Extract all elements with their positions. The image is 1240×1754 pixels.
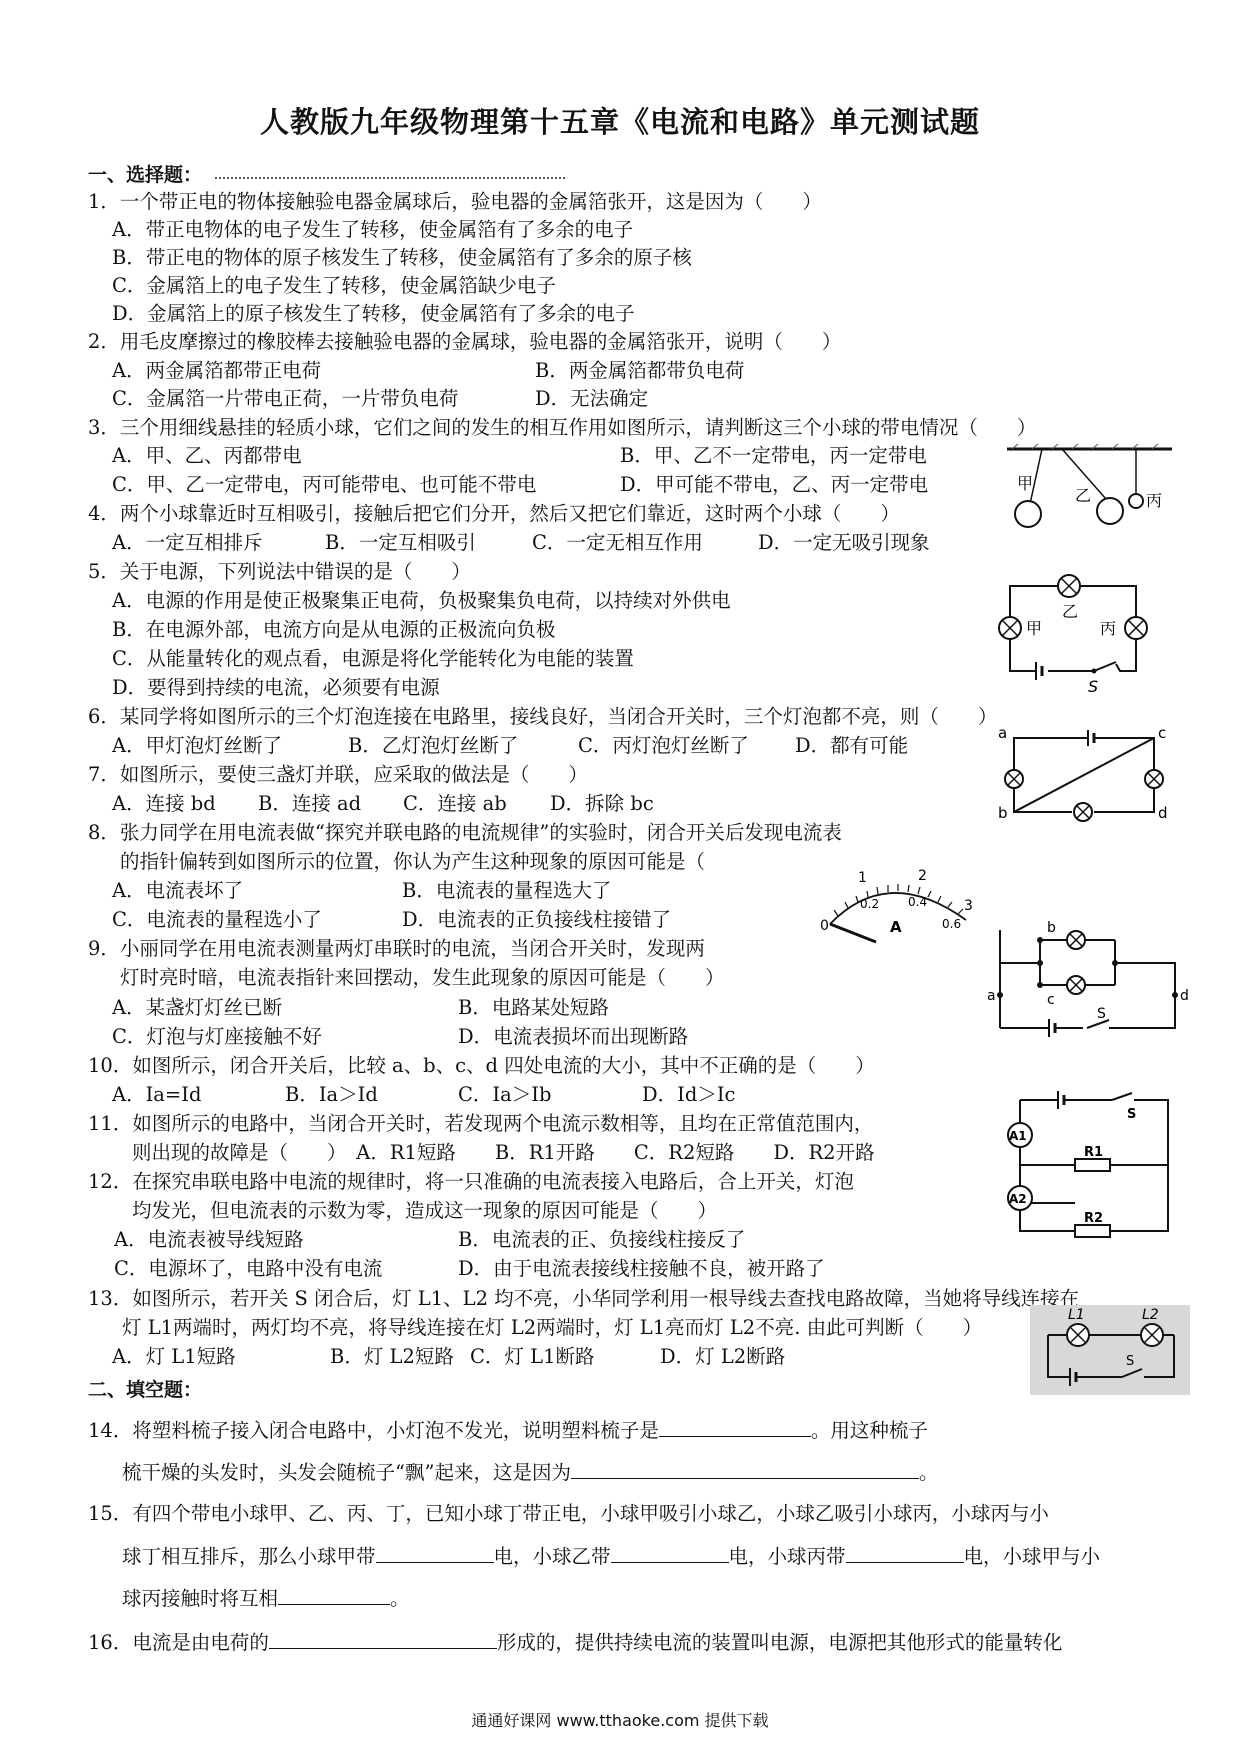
question-8-option-c: C．电流表的量程选小了 bbox=[112, 908, 322, 931]
question-4-option-a: A．一定互相排斥 bbox=[112, 531, 263, 554]
figure-abcd-circuit bbox=[996, 724, 1171, 822]
question-4-option-d: D．一定无吸引现象 bbox=[758, 531, 930, 554]
question-15-text-f: 球丙接触时将互相 bbox=[122, 1587, 279, 1610]
question-7-option-c: C．连接 ab bbox=[403, 792, 507, 815]
label-switch-s: S bbox=[1127, 1107, 1137, 1122]
question-1-option-a: A．带正电物体的电子发生了转移，使金属箔有了多余的电子 bbox=[112, 218, 634, 241]
question-15-text-d: 电，小球丙带 bbox=[728, 1545, 846, 1568]
tick-3: 3 bbox=[964, 898, 973, 914]
question-13-stem-line2: 灯 L1两端时，两灯均不亮，将导线连接在灯 L2两端时，灯 L1亮而灯 L2不亮. 由此可判断（ ） bbox=[122, 1316, 983, 1339]
question-3-option-d: D．甲可能不带电，乙、丙一定带电 bbox=[620, 473, 929, 496]
tick-0-4: 0.4 bbox=[908, 895, 928, 909]
tick-0: 0 bbox=[820, 918, 829, 934]
question-14-text-a: 14．将塑料梳子接入闭合电路中，小灯泡不发光，说明塑料梳子是 bbox=[88, 1419, 659, 1442]
label-c: c bbox=[1047, 992, 1055, 1008]
label-jia: 甲 bbox=[1026, 619, 1043, 638]
question-12-option-d: D．由于电流表接线柱接触不良，被开路了 bbox=[458, 1257, 825, 1280]
question-2-option-c: C．金属箔一片带电正荷，一片带负电荷 bbox=[112, 387, 459, 410]
question-5-option-c: C．从能量转化的观点看，电源是将化学能转化为电能的装置 bbox=[112, 647, 634, 670]
dotted-rule bbox=[215, 177, 565, 179]
question-15-text-g: 。 bbox=[390, 1587, 410, 1610]
label-switch-s: S bbox=[1088, 677, 1099, 696]
question-8-option-d: D．电流表的正负接线柱接错了 bbox=[402, 908, 672, 931]
question-5-stem: 5．关于电源，下列说法中错误的是（ ） bbox=[88, 560, 471, 583]
label-yi: 乙 bbox=[1062, 602, 1079, 621]
question-10-stem: 10．如图所示，闭合开关后，比较 a、b、c、d 四处电流的大小，其中不正确的是（ ） bbox=[88, 1054, 875, 1077]
label-a: a bbox=[998, 724, 1008, 742]
question-7-stem: 7．如图所示，要使三盏灯并联，应采取的做法是（ ） bbox=[88, 763, 588, 786]
question-6-option-c: C．丙灯泡灯丝断了 bbox=[578, 734, 749, 757]
tick-2: 2 bbox=[918, 868, 927, 884]
question-9-option-c: C．灯泡与灯座接触不好 bbox=[112, 1025, 322, 1048]
question-10-option-c: C．Ia＞Ib bbox=[458, 1083, 552, 1106]
question-15-line2 bbox=[122, 1542, 1100, 1570]
figure-series-l1-l2 bbox=[1030, 1305, 1190, 1395]
question-4-option-b: B．一定互相吸引 bbox=[325, 531, 476, 554]
question-3-option-a: A．甲、乙、丙都带电 bbox=[112, 444, 302, 467]
question-16-text-b: 形成的，提供持续电流的装置叫电源，电源把其他形式的能量转化 bbox=[496, 1631, 1063, 1654]
figure-three-lamp-circuit bbox=[996, 576, 1156, 696]
question-13-option-b: B．灯 L2短路 bbox=[330, 1345, 454, 1368]
footer-source: 通通好课网 www.tthaoke.com 提供下载 bbox=[471, 1711, 769, 1730]
question-10-option-d: D．Id＞Ic bbox=[642, 1083, 736, 1106]
question-14-text-c: 梳干燥的头发时，头发会随梳子“飘”起来，这是因为 bbox=[122, 1461, 571, 1484]
question-9-option-a: A．某盏灯灯丝已断 bbox=[112, 996, 283, 1019]
question-1-option-d: D．金属箔上的原子核发生了转移，使金属箔有了多余的电子 bbox=[112, 302, 635, 325]
question-13-option-d: D．灯 L2断路 bbox=[660, 1345, 786, 1368]
question-7-option-a: A．连接 bd bbox=[112, 792, 216, 815]
label-a2: A2 bbox=[1009, 1192, 1027, 1206]
label-bing: 丙 bbox=[1146, 491, 1163, 510]
question-8-stem-line2: 的指针偏转到如图所示的位置，你认为产生这种现象的原因可能是（ bbox=[120, 850, 706, 873]
question-8-stem: 8．张力同学在用电流表做“探究并联电路的电流规律”的实验时，闭合开关后发现电流表 bbox=[88, 821, 842, 844]
figure-parallel-circuit bbox=[985, 920, 1190, 1040]
question-14-line2 bbox=[122, 1458, 938, 1486]
label-c: c bbox=[1158, 724, 1167, 742]
question-12-stem-line2: 均发光，但电流表的示数为零，造成这一现象的原因可能是（ ） bbox=[132, 1199, 718, 1222]
label-yi: 乙 bbox=[1075, 486, 1092, 505]
question-8-option-b: B．电流表的量程选大了 bbox=[402, 879, 612, 902]
answer-blank-16a[interactable] bbox=[269, 1628, 497, 1649]
question-14-line1 bbox=[88, 1416, 928, 1444]
tick-0-6: 0.6 bbox=[942, 917, 962, 931]
question-12-option-a: A．电流表被导线短路 bbox=[114, 1228, 304, 1251]
question-5-option-b: B．在电源外部，电流方向是从电源的正极流向负极 bbox=[112, 618, 556, 641]
question-7-option-d: D．拆除 bc bbox=[550, 792, 654, 815]
unit-a: A bbox=[890, 918, 902, 936]
question-6-option-d: D．都有可能 bbox=[795, 734, 909, 757]
question-3-option-c: C．甲、乙一定带电，丙可能带电、也可能不带电 bbox=[112, 473, 537, 496]
question-6-option-b: B．乙灯泡灯丝断了 bbox=[348, 734, 519, 757]
label-a: a bbox=[987, 988, 996, 1004]
question-13-option-c: C．灯 L1断路 bbox=[470, 1345, 595, 1368]
question-2-option-a: A．两金属箔都带正电荷 bbox=[112, 359, 322, 382]
label-r1: R1 bbox=[1084, 1145, 1104, 1160]
tick-1: 1 bbox=[858, 870, 867, 886]
question-4-option-c: C．一定无相互作用 bbox=[532, 531, 703, 554]
page-title: 人教版九年级物理第十五章《电流和电路》单元测试题 bbox=[259, 105, 980, 139]
question-3-option-b: B．甲、乙不一定带电，丙一定带电 bbox=[620, 444, 927, 467]
answer-blank-14b[interactable] bbox=[571, 1458, 919, 1479]
label-d: d bbox=[1158, 804, 1168, 822]
label-a1: A1 bbox=[1009, 1129, 1027, 1143]
question-5-option-a: A．电源的作用是使正极聚集正电荷，负极聚集负电荷，以持续对外供电 bbox=[112, 589, 731, 612]
label-switch-s: S bbox=[1097, 1006, 1106, 1022]
label-r2: R2 bbox=[1084, 1211, 1104, 1226]
label-switch-s: S bbox=[1126, 1354, 1135, 1369]
question-9-option-d: D．电流表损坏而出现断路 bbox=[458, 1025, 689, 1048]
question-8-option-a: A．电流表坏了 bbox=[112, 879, 244, 902]
label-d: d bbox=[1180, 988, 1189, 1004]
question-2-option-d: D．无法确定 bbox=[535, 387, 649, 410]
question-1-stem: 1．一个带正电的物体接触验电器金属球后，验电器的金属箔张开，这是因为（ ） bbox=[88, 190, 822, 213]
question-15-text-c: 电，小球乙带 bbox=[493, 1545, 611, 1568]
question-12-option-c: C．电源坏了，电路中没有电流 bbox=[114, 1257, 383, 1280]
label-jia: 甲 bbox=[1017, 474, 1034, 493]
question-4-stem: 4．两个小球靠近时互相吸引，接触后把它们分开，然后又把它们靠近，这时两个小球（ ） bbox=[88, 502, 900, 525]
figure-ammeter-dial bbox=[808, 862, 978, 957]
question-14-text-b: 。用这种梳子 bbox=[810, 1419, 928, 1442]
question-12-option-b: B．电流表的正、负接线柱接反了 bbox=[458, 1228, 746, 1251]
section-heading-fill: 二、填空题： bbox=[88, 1379, 203, 1401]
answer-blank-15a[interactable] bbox=[376, 1542, 494, 1563]
question-16-line1 bbox=[88, 1628, 1062, 1656]
figure-hanging-balls bbox=[1002, 444, 1177, 534]
question-13-stem: 13．如图所示，若开关 S 闭合后，灯 L1、L2 均不亮，小华同学利用一根导线去查找电路故障，当她将导线连接在 bbox=[88, 1287, 1080, 1310]
question-15-text-b: 球丁相互排斥，那么小球甲带 bbox=[122, 1545, 376, 1568]
question-15-line3 bbox=[122, 1584, 410, 1612]
question-16-text-a: 16．电流是由电荷的 bbox=[88, 1631, 269, 1654]
question-2-option-b: B．两金属箔都带负电荷 bbox=[535, 359, 745, 382]
question-1-option-c: C．金属箔上的电子发生了转移，使金属箔缺少电子 bbox=[112, 274, 556, 297]
question-6-stem: 6．某同学将如图所示的三个灯泡连接在电路里，接线良好，当闭合开关时，三个灯泡都不亮，则（ ） bbox=[88, 705, 998, 728]
label-l1: L1 bbox=[1068, 1307, 1085, 1323]
question-9-stem-line2: 灯时亮时暗，电流表指针来回摆动，发生此现象的原因可能是（ ） bbox=[120, 966, 725, 989]
question-11-stem: 11．如图所示的电路中，当闭合开关时，若发现两个电流示数相等，且均在正常值范围内， bbox=[88, 1112, 874, 1135]
answer-blank-15d[interactable] bbox=[278, 1584, 390, 1605]
question-5-option-d: D．要得到持续的电流，必须要有电源 bbox=[112, 676, 440, 699]
question-11-stem-line2: 则出现的故障是（ ） A．R1短路 B．R1开路 C．R2短路 D．R2开路 bbox=[132, 1141, 875, 1164]
question-2-stem: 2．用毛皮摩擦过的橡胶棒去接触验电器的金属球，验电器的金属箔张开，说明（ ） bbox=[88, 330, 842, 353]
question-14-text-d: 。 bbox=[918, 1461, 939, 1484]
answer-blank-15c[interactable] bbox=[846, 1542, 964, 1563]
question-10-option-b: B．Ia＞Id bbox=[285, 1083, 378, 1106]
question-12-stem: 12．在探究串联电路中电流的规律时，将一只准确的电流表接入电路后，合上开关，灯泡 bbox=[88, 1170, 854, 1193]
tick-0-2: 0.2 bbox=[860, 897, 880, 911]
question-6-option-a: A．甲灯泡灯丝断了 bbox=[112, 734, 283, 757]
section-heading-choice: 一、选择题： bbox=[88, 164, 203, 186]
label-l2: L2 bbox=[1142, 1307, 1159, 1323]
figure-ammeter-circuit bbox=[1000, 1090, 1180, 1235]
question-9-stem: 9．小丽同学在用电流表测量两灯串联时的电流，当闭合开关时，发现两 bbox=[88, 937, 705, 960]
answer-blank-14a[interactable] bbox=[659, 1416, 811, 1437]
question-10-option-a: A．Ia=Id bbox=[112, 1083, 202, 1106]
question-15-line1: 15．有四个带电小球甲、乙、丙、丁，已知小球丁带正电，小球甲吸引小球乙，小球乙吸引小球丙，小球丙与小 bbox=[88, 1502, 1049, 1525]
label-b: b bbox=[1047, 920, 1056, 936]
question-15-text-e: 电，小球甲与小 bbox=[963, 1545, 1101, 1568]
label-bing: 丙 bbox=[1100, 619, 1117, 638]
question-3-stem: 3．三个用细线悬挂的轻质小球，它们之间的发生的相互作用如图所示，请判断这三个小球的带电情况（ ） bbox=[88, 416, 1037, 439]
answer-blank-15b[interactable] bbox=[611, 1542, 729, 1563]
question-7-option-b: B．连接 ad bbox=[258, 792, 362, 815]
label-b: b bbox=[998, 804, 1008, 822]
question-9-option-b: B．电路某处短路 bbox=[458, 996, 609, 1019]
question-13-option-a: A．灯 L1短路 bbox=[112, 1345, 236, 1368]
question-1-option-b: B．带正电的物体的原子核发生了转移，使金属箔有了多余的原子核 bbox=[112, 246, 692, 269]
